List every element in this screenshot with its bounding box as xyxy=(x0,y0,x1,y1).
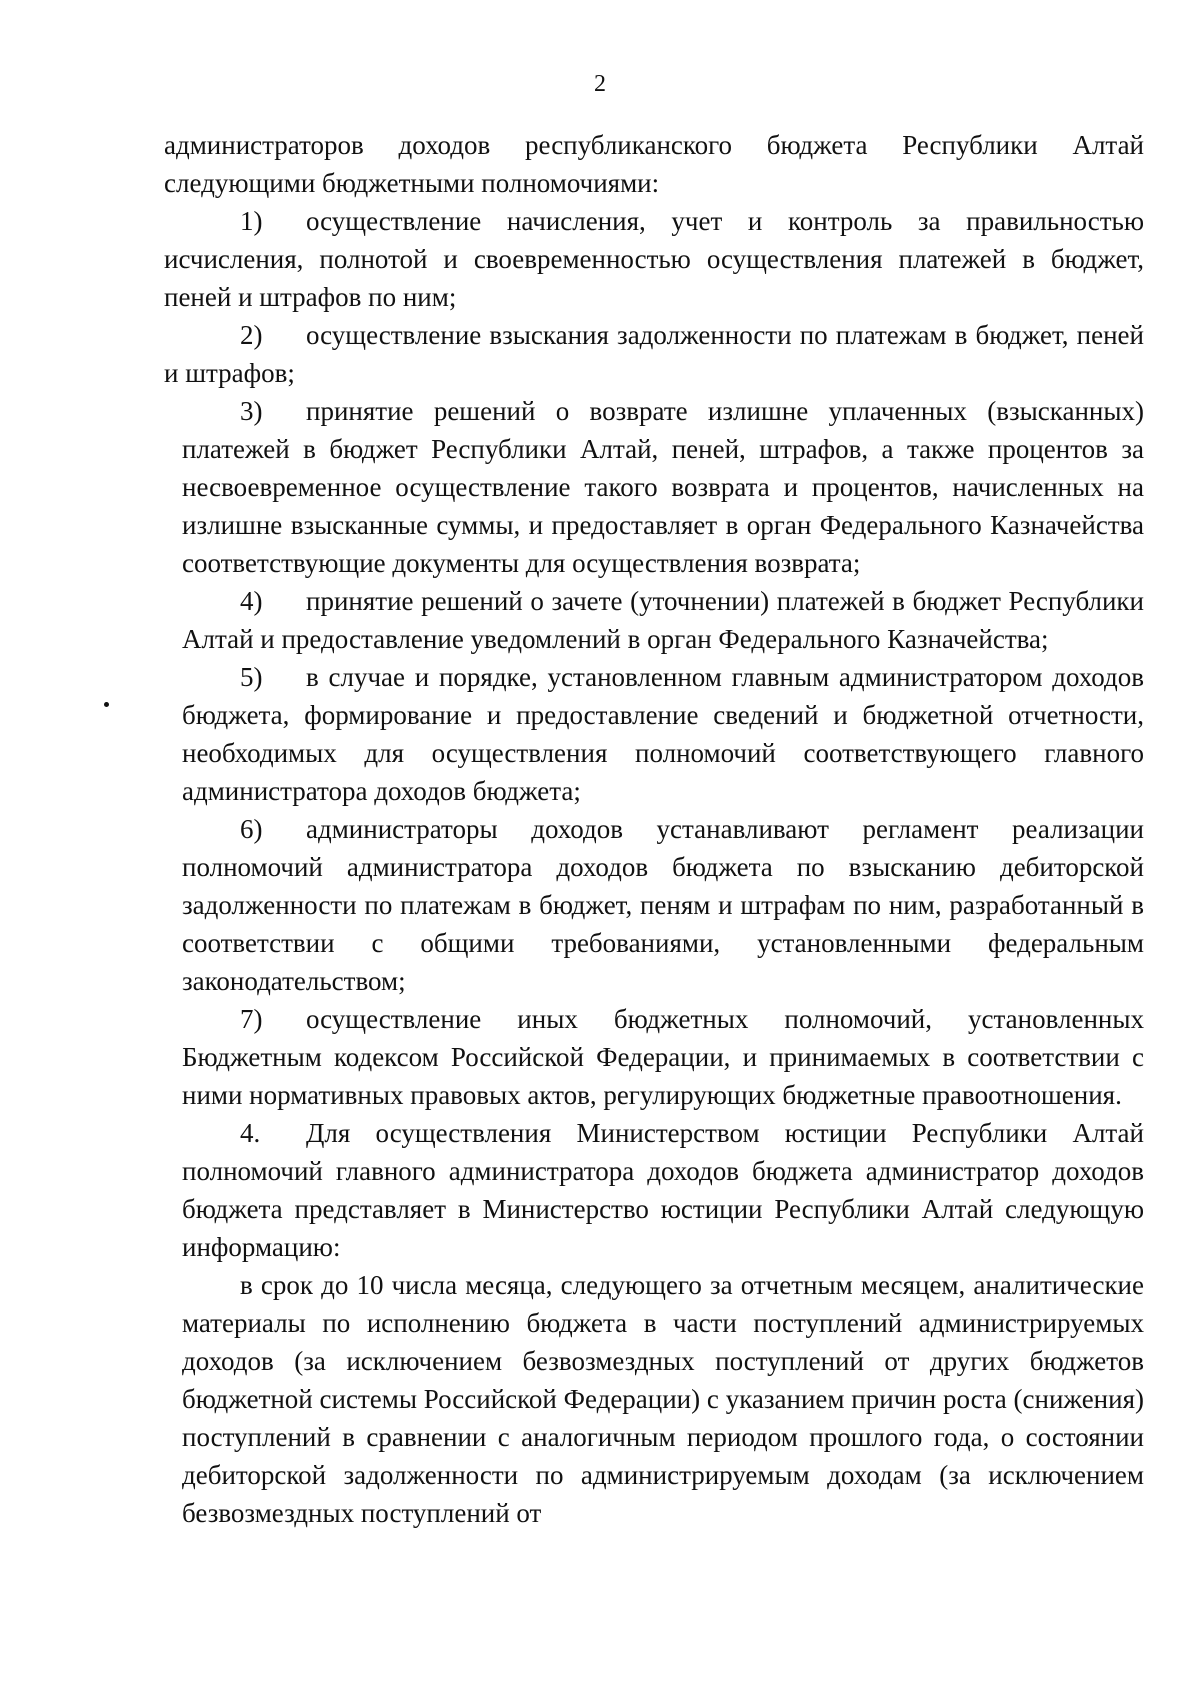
page-number: 2 xyxy=(594,71,606,97)
list-item-number: 6) xyxy=(240,814,263,844)
list-item-text: администраторы доходов устанавливают регламент реализации полномочий администратора доходов бюджета по взысканию дебиторской задолженности по платежам в бюджет, пеням и штрафам по ним, разработанный в соответствии с общими требованиями, установленными федеральным законодательством; xyxy=(182,814,1144,996)
list-item-text: принятие решений о возврате излишне уплаченных (взысканных) платежей в бюджет Республики Алтай, пеней, штрафов, а также процентов за несвоевременное осуществление такого возврата и процентов, начисленных на излишне взысканные суммы, и предоставляет в орган Федерального Казначейства соответствующие документы для осуществления возврата; xyxy=(182,396,1144,578)
list-item-text: в случае и порядке, установленном главным администратором доходов бюджета, формирование и предоставление сведений и бюджетной отчетности, необходимых для осуществления полномочий соответствующего главного администратора доходов бюджета; xyxy=(182,662,1144,806)
list-item-number: 7) xyxy=(240,1004,263,1034)
section-number: 4. xyxy=(240,1118,261,1148)
list-item-text: осуществление начисления, учет и контроль за правильностью исчисления, полнотой и своевременностью осуществления платежей в бюджет, пеней и штрафов по ним; xyxy=(164,206,1144,312)
section-4-paragraph xyxy=(164,1114,1144,1266)
list-item-2 xyxy=(164,316,1144,392)
list-item-number: 3) xyxy=(240,396,263,426)
list-item-7 xyxy=(164,1000,1144,1114)
list-item-4 xyxy=(164,582,1144,658)
stray-mark xyxy=(104,702,109,707)
list-item-number: 5) xyxy=(240,662,263,692)
list-item-3 xyxy=(164,392,1144,582)
list-item-number: 1) xyxy=(240,206,263,236)
section-text: Для осуществления Министерством юстиции Республики Алтай полномочий главного администратора доходов бюджета администратор доходов бюджета представляет в Министерство юстиции Республики Алтай следующую информацию: xyxy=(182,1118,1144,1262)
list-item-text: принятие решений о зачете (уточнении) платежей в бюджет Республики Алтай и предоставление уведомлений в орган Федерального Казначейства; xyxy=(182,586,1144,654)
list-item-text: осуществление взыскания задолженности по платежам в бюджет, пеней и штрафов; xyxy=(164,320,1144,388)
list-item-6 xyxy=(164,810,1144,1000)
document-body xyxy=(164,126,1144,1532)
list-item-1 xyxy=(164,202,1144,316)
list-item-number: 4) xyxy=(240,586,263,616)
list-item-text: осуществление иных бюджетных полномочий, установленных Бюджетным кодексом Российской Федерации, и принимаемых в соответствии с ними нормативных правовых актов, регулирующих бюджетные правоотношения. xyxy=(182,1004,1144,1110)
final-paragraph: в срок до 10 числа месяца, следующего за отчетным месяцем, аналитические материалы по исполнению бюджета в части поступлений администрируемых доходов (за исключением безвозмездных поступлений от других бюджетов бюджетной системы Российской Федерации) с указанием причин роста (снижения) поступлений в сравнении с аналогичным периодом прошлого года, о состоянии дебиторской задолженности по администрируемым доходам (за исключением безвозмездных поступлений от xyxy=(182,1270,1144,1528)
intro-paragraph: администраторов доходов республиканского бюджета Республики Алтай следующими бюджетными полномочиями: xyxy=(164,130,1144,198)
list-item-5 xyxy=(164,658,1144,810)
list-item-number: 2) xyxy=(240,320,263,350)
